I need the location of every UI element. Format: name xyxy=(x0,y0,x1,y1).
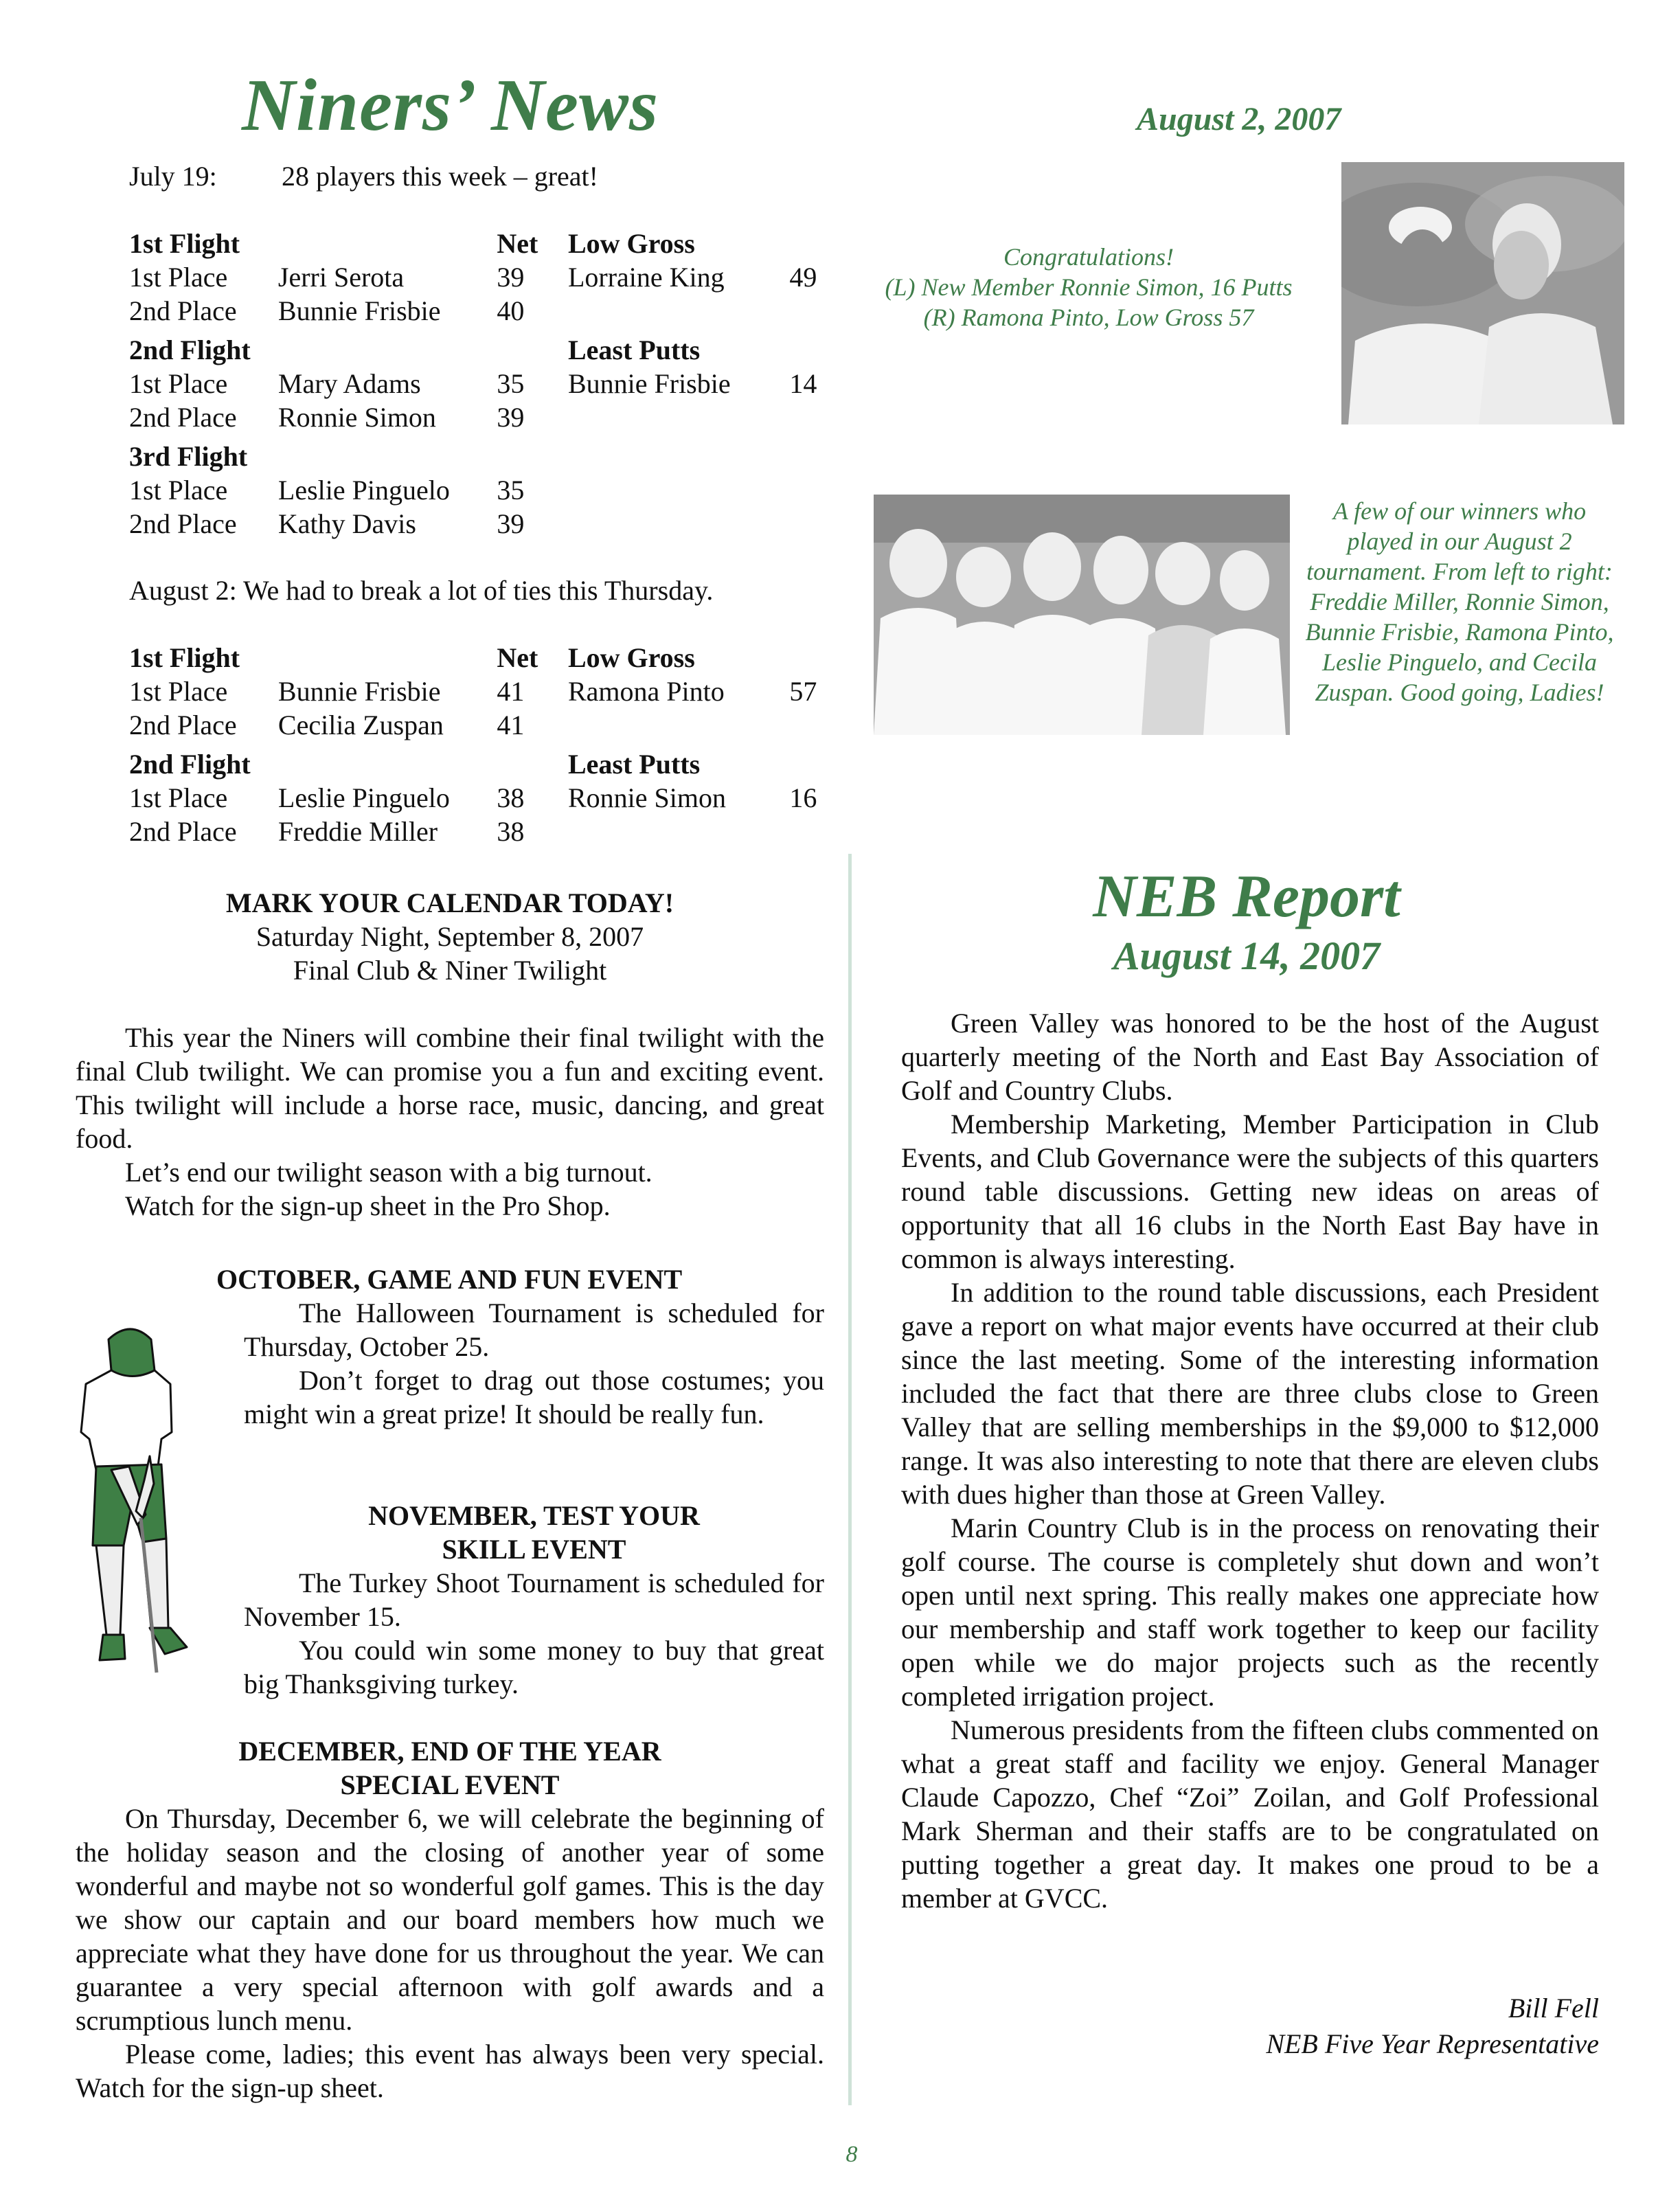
caption-line: Leslie Pinguelo, and Cecila xyxy=(1322,648,1597,676)
caption-line: (L) New Member Ronnie Simon, 16 Putts xyxy=(885,273,1293,301)
calendar-date-line: Saturday Night, September 8, 2007 xyxy=(256,921,644,952)
neb-report-title: NEB Report xyxy=(1093,863,1400,930)
cell-net: 35 xyxy=(497,368,525,399)
flight-header-row xyxy=(129,747,830,781)
spacer xyxy=(278,641,497,675)
issue-date: August 2, 2007 xyxy=(1137,101,1341,137)
november-heading-line2: SKILL EVENT xyxy=(442,1534,626,1565)
cell-name: Cecilia Zuspan xyxy=(277,710,444,740)
niners-news-title: Niners’ News xyxy=(242,65,659,146)
spacer xyxy=(278,333,497,367)
aug2-summary xyxy=(129,574,830,607)
paragraph: Please come, ladies; this event has always been very special. Watch for the sign-up sheet. xyxy=(76,2039,824,2103)
caption-line: Congratulations! xyxy=(1003,243,1174,271)
cell-side-value xyxy=(789,294,830,328)
table-row xyxy=(129,815,830,848)
flight-name: 3rd Flight xyxy=(129,441,248,472)
july19-summary-text: 28 players this week – great! xyxy=(282,161,598,192)
december-heading-line2: SPECIAL EVENT xyxy=(340,1769,560,1800)
paragraph: Numerous presidents from the fifteen clubs commented on what a great staff and facility we enjoy. General Manager Claude Capozzo, Chef “Zoi” Zoilan, and Golf Professional Mark Sherman and their staffs are to be congratulated on putting together a great day. It makes one proud to be a member at GVCC. xyxy=(901,1714,1599,1914)
table-row xyxy=(129,507,830,541)
cell-side-name: Ronnie Simon xyxy=(567,782,726,813)
cell-net: 38 xyxy=(497,782,525,813)
cell-side-value: 57 xyxy=(789,676,817,707)
cell-net: 39 xyxy=(497,508,525,539)
cell-name: Ronnie Simon xyxy=(277,402,436,433)
paragraph: Let’s end our twilight season with a big turnout. xyxy=(125,1157,652,1188)
cell-net: 39 xyxy=(497,402,525,433)
flight-side-header: Least Putts xyxy=(567,749,701,780)
caption-line: Zuspan. Good going, Ladies! xyxy=(1315,679,1604,706)
table-row xyxy=(129,675,830,708)
flight-net-header xyxy=(497,333,568,367)
paragraph: Marin Country Club is in the process on renovating their golf course. The course is completely shut down and won’t open until next spring. This really makes one appreciate how our membership and staff work together to keep our facility open while we do major projects such as the recently completed irrigation project. xyxy=(901,1512,1599,1712)
cell-place: 2nd Place xyxy=(129,295,237,326)
paragraph: The Halloween Tournament is scheduled for Thursday, October 25. xyxy=(244,1298,824,1362)
cell-side-value xyxy=(789,708,830,742)
calendar-event-line: Final Club & Niner Twilight xyxy=(293,955,607,986)
spacer xyxy=(278,747,497,781)
calendar-section xyxy=(76,886,824,1223)
aug2-flights-table xyxy=(129,641,830,848)
december-body xyxy=(76,1802,824,2105)
spacer xyxy=(789,227,830,260)
cell-net: 38 xyxy=(497,816,525,847)
cell-side-name xyxy=(568,473,789,507)
table-row xyxy=(129,367,830,400)
flight-net-header xyxy=(497,440,568,473)
caption-line: played in our August 2 xyxy=(1347,528,1572,555)
flight-name: 1st Flight xyxy=(129,642,240,673)
caption-line: A few of our winners who xyxy=(1332,497,1587,525)
cell-name: Leslie Pinguelo xyxy=(277,782,450,813)
flight-header-row xyxy=(129,440,830,473)
flight-side-header: Least Putts xyxy=(567,335,701,365)
flight-header-row xyxy=(129,333,830,367)
signature-title: NEB Five Year Representative xyxy=(1266,2028,1599,2059)
cell-place: 1st Place xyxy=(129,676,228,707)
paragraph: This year the Niners will combine their final twilight with the final Club twilight. We can promise you a fun and exciting event. This twilight will include a horse race, music, dancing, and great food. xyxy=(76,1022,824,1154)
july19-label: July 19: xyxy=(129,161,217,192)
cell-side-value xyxy=(789,400,830,434)
cell-side-name xyxy=(568,400,789,434)
signature-name: Bill Fell xyxy=(1508,1993,1599,2024)
flight-net-header xyxy=(497,747,568,781)
cell-name: Bunnie Frisbie xyxy=(277,676,441,707)
cell-side-value xyxy=(789,507,830,541)
flight-name: 1st Flight xyxy=(129,228,240,259)
neb-report-body xyxy=(901,1006,1599,1915)
cell-place: 1st Place xyxy=(129,475,228,506)
flight-net-header: Net xyxy=(497,228,538,259)
november-heading-line1: NOVEMBER, TEST YOUR xyxy=(368,1500,700,1531)
cell-net: 40 xyxy=(497,295,525,326)
cell-side-name: Bunnie Frisbie xyxy=(567,368,731,399)
october-heading: OCTOBER, GAME AND FUN EVENT xyxy=(216,1264,683,1295)
cell-place: 1st Place xyxy=(129,368,228,399)
calendar-body xyxy=(76,1021,824,1223)
cell-side-value xyxy=(789,473,830,507)
golfer-illustration-icon xyxy=(69,1319,206,1676)
cell-net: 41 xyxy=(497,676,525,707)
cell-side-name xyxy=(568,708,789,742)
flight-header-row xyxy=(129,227,830,260)
july19-flights-table xyxy=(129,227,830,541)
cell-side-name xyxy=(568,815,789,848)
spacer xyxy=(278,440,497,473)
paragraph: You could win some money to buy that great big Thanksgiving turkey. xyxy=(244,1635,824,1699)
calendar-heading: MARK YOUR CALENDAR TODAY! xyxy=(225,887,674,918)
spacer xyxy=(789,333,830,367)
july19-results xyxy=(129,159,830,541)
table-row xyxy=(129,260,830,294)
table-row xyxy=(129,473,830,507)
cell-side-value: 14 xyxy=(789,368,817,399)
aug2-summary-text: August 2: We had to break a lot of ties this Thursday. xyxy=(129,575,714,606)
table-row xyxy=(129,708,830,742)
table-row xyxy=(129,781,830,815)
paragraph: Membership Marketing, Member Participation in Club Events, and Club Governance were the subjects of this quarters round table discussions. Getting new ideas on areas of opportunity that all 16 clubs in the North East Bay have in common is always interesting. xyxy=(901,1109,1599,1274)
cell-side-name xyxy=(568,507,789,541)
paragraph: Green Valley was honored to be the host of the August quarterly meeting of the North and East Bay Association of Golf and Country Clubs. xyxy=(901,1008,1599,1106)
spacer xyxy=(278,227,497,260)
cell-place: 1st Place xyxy=(129,262,228,293)
cell-side-value xyxy=(789,815,830,848)
paragraph: The Turkey Shoot Tournament is scheduled for November 15. xyxy=(244,1567,824,1632)
cell-place: 2nd Place xyxy=(129,508,237,539)
spacer xyxy=(789,440,830,473)
cell-place: 2nd Place xyxy=(129,710,237,740)
cell-name: Mary Adams xyxy=(277,368,421,399)
flight-side-header: Low Gross xyxy=(567,228,695,259)
column-divider xyxy=(848,854,852,2105)
cell-side-name: Lorraine King xyxy=(567,262,725,293)
october-body xyxy=(216,1296,824,1431)
photo-people-icon xyxy=(1341,162,1624,424)
november-section xyxy=(244,1499,824,1701)
table-row xyxy=(129,294,830,328)
flight-side-header xyxy=(568,440,789,473)
cell-name: Jerri Serota xyxy=(277,262,405,293)
cell-name: Leslie Pinguelo xyxy=(277,475,450,506)
caption-line: Freddie Miller, Ronnie Simon, xyxy=(1310,588,1609,615)
flight-side-header: Low Gross xyxy=(567,642,695,673)
cell-net: 41 xyxy=(497,710,525,740)
paragraph: On Thursday, December 6, we will celebrate the beginning of the holiday season and the closing of another year of some wonderful and maybe not so wonderful golf games. This is the day we show our captain and our board members how much we appreciate what they have done for us throughout the year. We can guarantee a very special afternoon with golf awards and a scrumptious lunch menu. xyxy=(76,1803,824,2036)
spacer xyxy=(789,641,830,675)
cell-net: 35 xyxy=(497,475,525,506)
photo-group-winners xyxy=(874,495,1290,735)
december-section xyxy=(76,1734,824,2105)
november-body xyxy=(244,1566,824,1701)
cell-place: 1st Place xyxy=(129,782,228,813)
cell-name: Kathy Davis xyxy=(277,508,416,539)
page-number: 8 xyxy=(845,2142,858,2167)
december-heading-line1: DECEMBER, END OF THE YEAR xyxy=(238,1736,661,1767)
cell-net: 39 xyxy=(497,262,525,293)
caption-line: (R) Ramona Pinto, Low Gross 57 xyxy=(923,304,1254,331)
cell-place: 2nd Place xyxy=(129,816,237,847)
signature xyxy=(1099,1991,1599,2062)
paragraph: In addition to the round table discussions, each President gave a report on what major events have occurred at their club since the last meeting. Some of the interesting information included the fact that there are three clubs close to Green Valley that are selling memberships in the $9,000 to $12,000 range. It was also interesting to note that there are eleven clubs with dues higher than those at Green Valley. xyxy=(901,1277,1599,1510)
flight-net-header: Net xyxy=(497,642,538,673)
paragraph: Watch for the sign-up sheet in the Pro Shop. xyxy=(125,1190,611,1221)
photo1-caption xyxy=(862,242,1315,332)
flight-name: 2nd Flight xyxy=(129,335,251,365)
paragraph: Don’t forget to drag out those costumes; you might win a great prize! It should be really fun. xyxy=(244,1365,824,1429)
photo2-caption xyxy=(1291,496,1628,707)
aug2-results xyxy=(129,574,830,848)
caption-line: tournament. From left to right: xyxy=(1306,558,1613,585)
cell-side-name: Ramona Pinto xyxy=(567,676,725,707)
cell-name: Freddie Miller xyxy=(277,816,438,847)
neb-report-date: August 14, 2007 xyxy=(1113,933,1381,978)
cell-place: 2nd Place xyxy=(129,402,237,433)
cell-side-value: 49 xyxy=(789,262,817,293)
cell-side-name xyxy=(568,294,789,328)
flight-name: 2nd Flight xyxy=(129,749,251,780)
table-row xyxy=(129,400,830,434)
photo-group-icon xyxy=(874,495,1290,735)
caption-line: Bunnie Frisbie, Ramona Pinto, xyxy=(1305,618,1614,646)
flight-header-row xyxy=(129,641,830,675)
photo-two-winners xyxy=(1341,162,1624,424)
spacer xyxy=(789,747,830,781)
cell-name: Bunnie Frisbie xyxy=(277,295,441,326)
cell-side-value: 16 xyxy=(789,782,817,813)
october-section xyxy=(216,1262,824,1431)
july19-summary xyxy=(129,159,830,193)
